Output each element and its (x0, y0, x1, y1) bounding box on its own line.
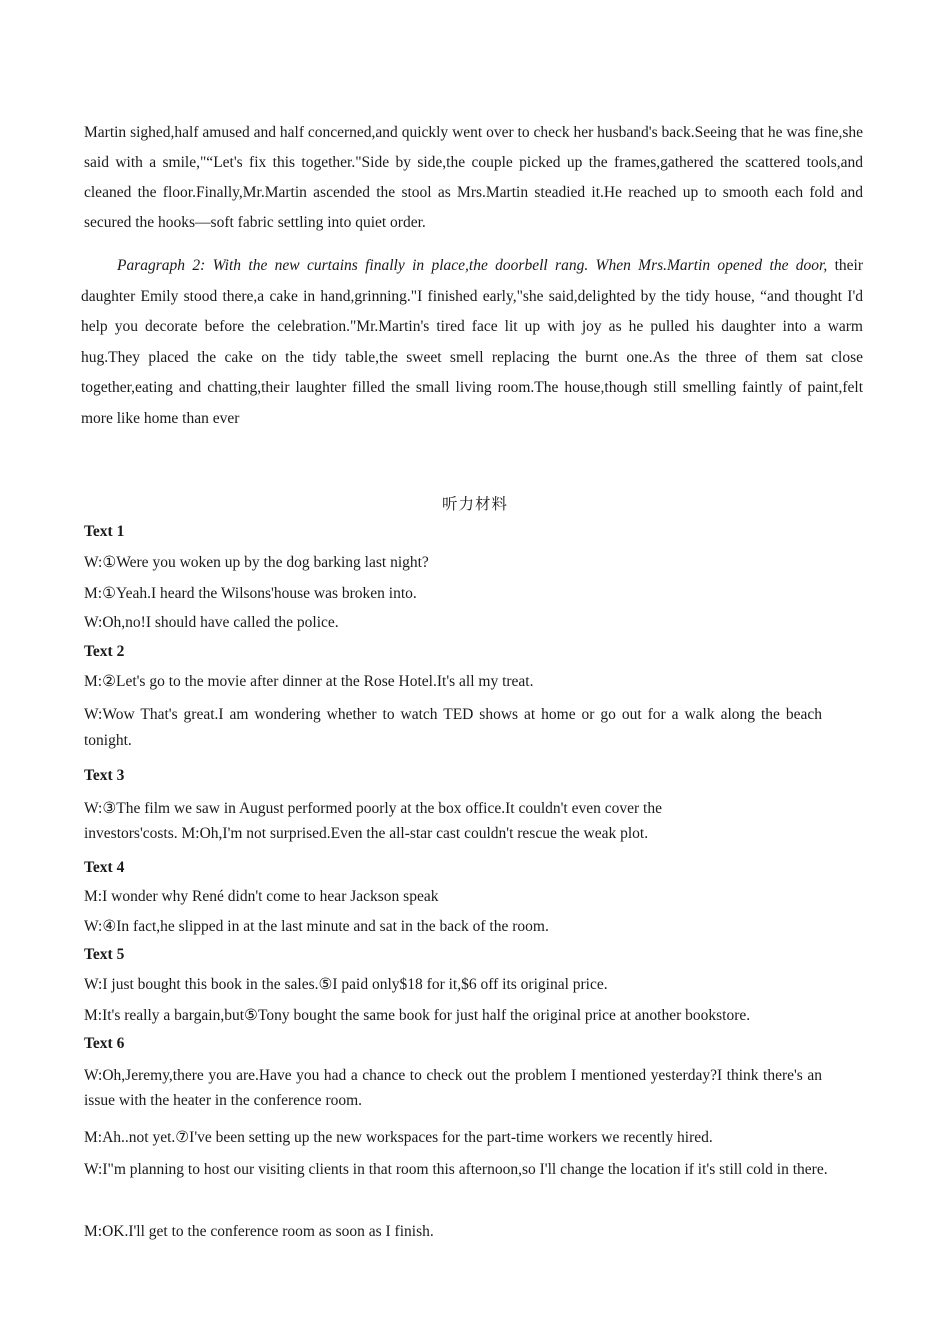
text-5-line-1: W:I just bought this book in the sales.⑤I paid only$18 for it,$6 off its original price. (84, 976, 608, 993)
text-4-line-2: W:④In fact,he slipped in at the last minute and sat in the back of the room. (84, 918, 549, 935)
text-6-label: Text 6 (84, 1035, 125, 1052)
text-4-label: Text 4 (84, 859, 125, 876)
text-1-line-1: W:①Were you woken up by the dog barking last night? (84, 554, 429, 571)
text-4-line-1: M:I wonder why René didn't come to hear Jackson speak (84, 888, 439, 905)
text-6-line-4: M:OK.I'll get to the conference room as soon as I finish. (84, 1223, 434, 1240)
text-2-line-2: W:Wow That's great.I am wondering whether to watch TED shows at home or go out for a walk along the beach tonight. (84, 706, 822, 749)
text-1-line-2: M:①Yeah.I heard the Wilsons'house was broken into. (84, 585, 417, 602)
text-6-line-1: W:Oh,Jeremy,there you are.Have you had a chance to check out the problem I mentioned yesterday?I think there's an issue with the heater in the conference room. (84, 1067, 822, 1109)
text-1-line-3: W:Oh,no!I should have called the police. (84, 614, 339, 631)
text-2-label: Text 2 (84, 643, 125, 660)
story-paragraph-2 (81, 251, 863, 434)
story-paragraph-1: Martin sighed,half amused and half concerned,and quickly went over to check her husband's back.Seeing that he was fine,she said with a smile,"“Let's fix this together."Side by side,the couple picked up the frames,gathered the scattered tools,and cleaned the floor.Finally,Mr.Martin ascended the stool as Mrs.Martin steadied it.He reached up to smooth each fold and secured the hooks—soft fabric settling into quiet order. (84, 124, 863, 231)
text-1-label: Text 1 (84, 523, 125, 540)
listening-heading: 听力材料 (441, 495, 508, 513)
text-5-label: Text 5 (84, 946, 125, 963)
paragraph-2-lead: Paragraph 2: With the new curtains finally in place,the doorbell rang. When Mrs.Martin opened the door, (117, 257, 828, 274)
text-6-line-3: W:I"m planning to host our visiting clients in that room this afternoon,so I'll change the location if it's still cold in there. (84, 1161, 828, 1178)
text-3-line-1: W:③The film we saw in August performed poorly at the box office.It couldn't even cover the (84, 800, 662, 817)
text-6-line-2: M:Ah..not yet.⑦I've been setting up the new workspaces for the part-time workers we recently hired. (84, 1129, 713, 1146)
text-5-line-2: M:It's really a bargain,but⑤Tony bought the same book for just half the original price at another bookstore. (84, 1007, 751, 1024)
text-3-label: Text 3 (84, 767, 125, 784)
text-3-line-2: investors'costs. M:Oh,I'm not surprised.Even the all-star cast couldn't rescue the weak plot. (84, 825, 649, 842)
text-2-line-1: M:②Let's go to the movie after dinner at the Rose Hotel.It's all my treat. (84, 673, 534, 690)
paragraph-2-body: their daughter Emily stood there,a cake in hand,grinning."I finished early,"she said,delighted by the tidy house, “and thought I'd help you decorate before the celebration."Mr.Martin's tired face lit up with joy as he pulled his daughter into a warm hug.They placed the cake on the tidy table,the sweet smell replacing the burnt one.As the three of them sat close together,eating and chatting,their laughter filled the small living room.The house,though still smelling faintly of paint,felt more like home than ever (81, 257, 863, 427)
